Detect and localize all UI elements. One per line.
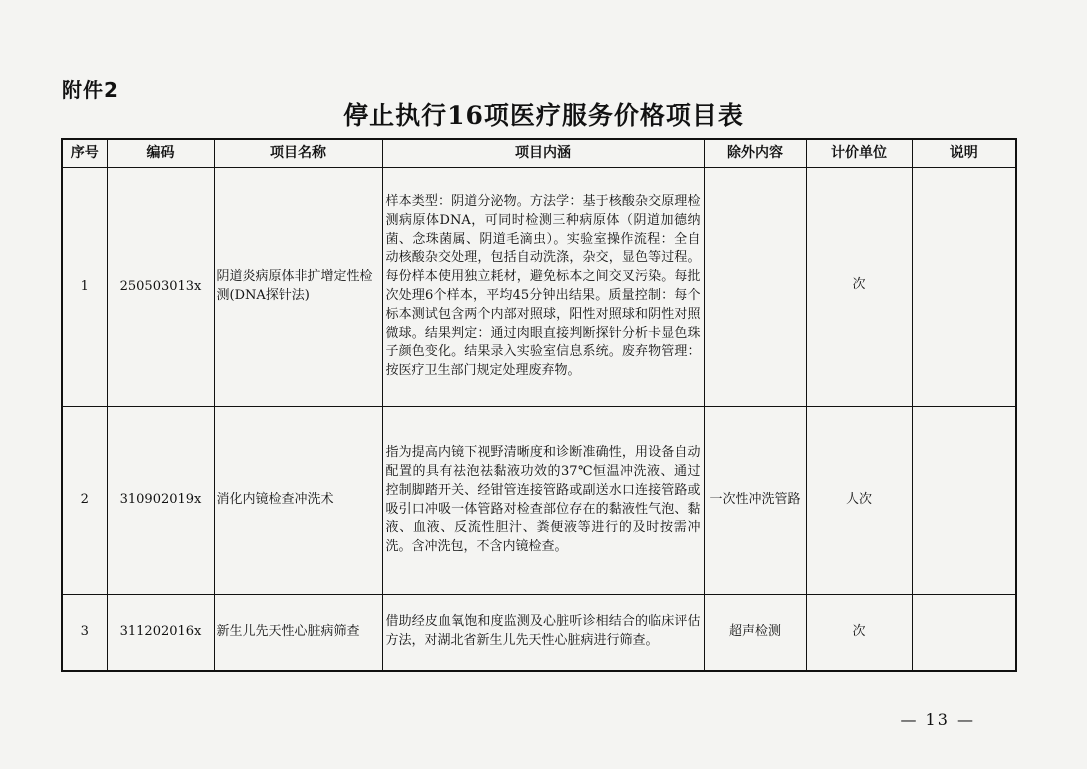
- document-title: 停止执行16项医疗服务价格项目表: [343, 101, 744, 130]
- header-item-content: 项目内涵: [382, 139, 704, 168]
- table-row: [62, 168, 1016, 407]
- row-unit: 次: [806, 595, 912, 671]
- row-note: [912, 407, 1016, 595]
- row-code: 311202016x: [107, 595, 214, 671]
- row-item-content: 借助经皮血氧饱和度监测及心脏听诊相结合的临床评估方法，对湖北省新生儿先天性心脏病进行筛查。: [382, 595, 704, 671]
- row-item-name: 新生儿先天性心脏病筛查: [214, 595, 382, 671]
- header-code: 编码: [107, 139, 214, 168]
- header-unit: 计价单位: [806, 139, 912, 168]
- row-excluded: 超声检测: [704, 595, 806, 671]
- row-unit: 人次: [806, 407, 912, 595]
- row-index: 3: [62, 595, 107, 671]
- row-note: [912, 595, 1016, 671]
- header-item-name: 项目名称: [214, 139, 382, 168]
- row-excluded: [704, 168, 806, 407]
- header-note: 说明: [912, 139, 1016, 168]
- row-note: [912, 168, 1016, 407]
- row-index: 2: [62, 407, 107, 595]
- table-row: [62, 407, 1016, 595]
- row-unit: 次: [806, 168, 912, 407]
- row-item-content: 指为提高内镜下视野清晰度和诊断准确性，用设备自动配置的具有祛泡祛黏液功效的37℃恒温冲洗液、通过控制脚踏开关、经钳管连接管路或副送水口连接管路或吸引口冲吸一体管路对检查部位存在的黏液性气泡、黏液、血液、反流性胆汁、粪便液等进行的及时按需冲洗。含冲洗包，不含内镜检查。: [382, 407, 704, 595]
- header-excluded: 除外内容: [704, 139, 806, 168]
- row-index: 1: [62, 168, 107, 407]
- row-excluded: 一次性冲洗管路: [704, 407, 806, 595]
- price-items-table: [61, 138, 1017, 672]
- table-header-row: [62, 139, 1016, 168]
- row-item-name: 阴道炎病原体非扩增定性检测(DNA探针法): [214, 168, 382, 407]
- attachment-label: 附件2: [62, 78, 119, 102]
- page-number: — 13 —: [900, 710, 975, 729]
- row-item-content: 样本类型：阴道分泌物。方法学：基于核酸杂交原理检测病原体DNA，可同时检测三种病原体（阴道加德纳菌、念珠菌属、阴道毛滴虫）。实验室操作流程：全自动核酸杂交处理，包括自动洗涤，杂交，显色等过程。每份样本使用独立耗材，避免标本之间交叉污染。每批次处理6个样本，平均45分钟出结果。质量控制：每个标本测试包含两个内部对照球，阳性对照球和阴性对照微球。结果判定：通过肉眼直接判断探针分析卡显色珠子颜色变化。结果录入实验室信息系统。废弃物管理：按医疗卫生部门规定处理废弃物。: [382, 168, 704, 407]
- header-index: 序号: [62, 139, 107, 168]
- table-row: [62, 595, 1016, 671]
- row-code: 310902019x: [107, 407, 214, 595]
- row-code: 250503013x: [107, 168, 214, 407]
- row-item-name: 消化内镜检查冲洗术: [214, 407, 382, 595]
